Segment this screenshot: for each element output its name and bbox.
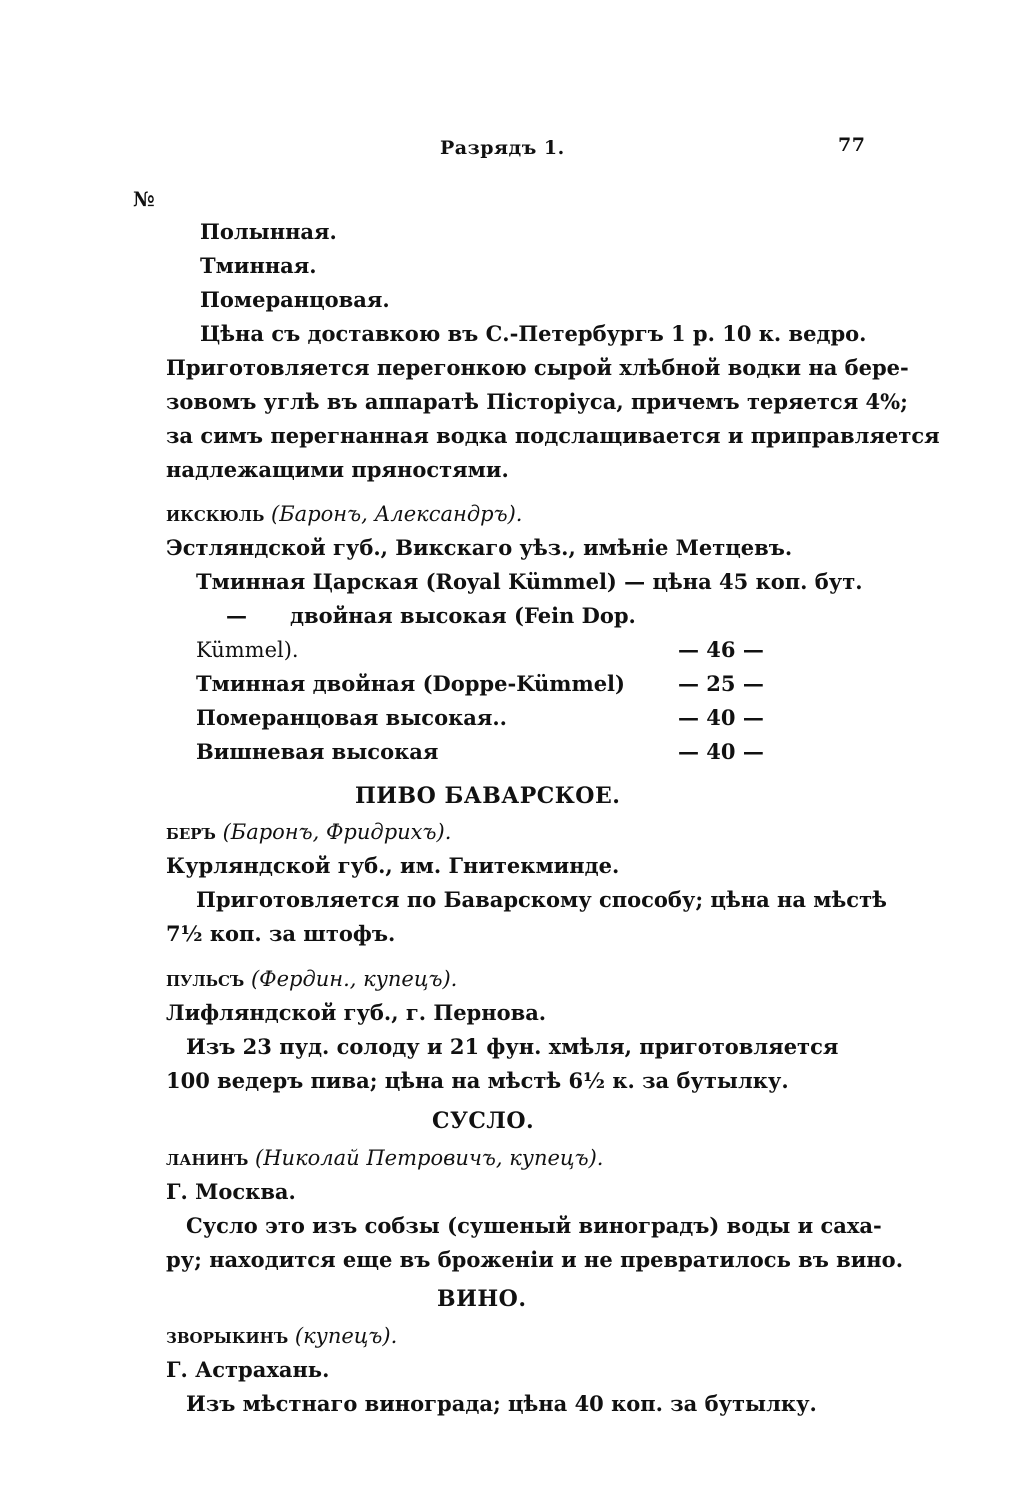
section-heading-wine: ВИНО. bbox=[437, 1286, 527, 1312]
entry-text: Приготовляется по Баварскому способу; цѣна на мѣстѣ bbox=[196, 887, 887, 912]
entry-heading-ikskul bbox=[166, 501, 522, 527]
exhibitor-location: Курляндской губ., им. Гнитекминде. bbox=[166, 853, 620, 878]
exhibitor-name: икскюль bbox=[166, 501, 265, 526]
exhibitor-name: пульсъ bbox=[166, 966, 245, 991]
entry-text: 7½ коп. за штофъ. bbox=[166, 921, 396, 946]
exhibitor-location: Г. Астрахань. bbox=[166, 1357, 330, 1382]
section-heading-wort: СУСЛО. bbox=[432, 1108, 535, 1134]
product-dash: — bbox=[226, 603, 247, 628]
product-price: — 40 — bbox=[678, 739, 764, 764]
entry-text: Изъ мѣстнаго винограда; цѣна 40 коп. за бутылку. bbox=[186, 1391, 817, 1416]
entry-text: Изъ 23 пуд. солоду и 21 фун. хмѣля, приготовляется bbox=[186, 1034, 839, 1059]
paragraph-line: за симъ перегнанная водка подслащивается и приправляется bbox=[166, 423, 940, 448]
exhibitor-name: зворыкинъ bbox=[166, 1323, 289, 1348]
paragraph-line: надлежащими пряностями. bbox=[166, 457, 509, 482]
item-polynnaya: Полынная. bbox=[200, 219, 337, 244]
entry-heading-puls bbox=[166, 966, 457, 992]
exhibitor-location: Лифляндской губ., г. Пернова. bbox=[166, 1000, 547, 1025]
exhibitor-detail: (Баронъ, Фридрихъ). bbox=[222, 820, 452, 844]
exhibitor-detail: (Николай Петровичъ, купецъ). bbox=[255, 1146, 604, 1170]
item-tminnaya: Тминная. bbox=[200, 253, 317, 278]
number-sign: № bbox=[133, 187, 155, 211]
running-header-section: Разрядъ 1. bbox=[440, 137, 565, 159]
product-price: — 46 — bbox=[678, 637, 764, 662]
product-line: Kümmel). bbox=[196, 638, 299, 662]
product-line: Тминная двойная (Doppe-Kümmel) bbox=[196, 671, 625, 696]
page-number: 77 bbox=[838, 134, 866, 156]
exhibitor-detail: (Фердин., купецъ). bbox=[250, 967, 458, 991]
paragraph-line: Приготовляется перегонкою сырой хлѣбной водки на бере- bbox=[166, 355, 909, 380]
paragraph-line bbox=[200, 321, 867, 347]
exhibitor-name: ланинъ bbox=[166, 1145, 249, 1170]
paragraph-text: Цѣна съ доставкою въ С.-Петербургъ 1 р. 10 к. ведро. bbox=[200, 321, 867, 346]
entry-heading-lanin bbox=[166, 1145, 603, 1171]
exhibitor-detail: (Баронъ, Александръ). bbox=[271, 502, 523, 526]
entry-text: Сусло это изъ собзы (сушеный виноградъ) воды и саха- bbox=[186, 1213, 882, 1238]
exhibitor-name: беръ bbox=[166, 819, 216, 844]
paragraph-line: зовомъ углѣ въ аппаратѣ Пісторіуса, причемъ теряется 4%; bbox=[166, 389, 908, 414]
item-pomerantsovaya: Померанцовая. bbox=[200, 287, 390, 312]
entry-heading-ber bbox=[166, 819, 451, 845]
section-heading-beer: ПИВО БАВАРСКОЕ. bbox=[355, 783, 621, 809]
exhibitor-location: Г. Москва. bbox=[166, 1179, 296, 1204]
product-line: двойная высокая (Fein Dop. bbox=[290, 603, 636, 628]
exhibitor-location: Эстляндской губ., Викскаго уѣз., имѣніе Метцевъ. bbox=[166, 535, 793, 560]
entry-heading-zvorykin bbox=[166, 1323, 397, 1349]
entry-text: ру; находится еще въ броженіи и не превратилось въ вино. bbox=[166, 1247, 903, 1272]
product-line: Померанцовая высокая.. bbox=[196, 705, 507, 730]
product-price: — 40 — bbox=[678, 705, 764, 730]
product-price: — 25 — bbox=[678, 671, 764, 696]
product-line: Вишневая высокая bbox=[196, 739, 439, 764]
exhibitor-detail: (купецъ). bbox=[294, 1324, 398, 1348]
entry-text: 100 ведеръ пива; цѣна на мѣстѣ 6½ к. за бутылку. bbox=[166, 1068, 789, 1093]
product-line: Тминная Царская (Royal Kümmel) — цѣна 45 коп. бут. bbox=[196, 569, 863, 594]
